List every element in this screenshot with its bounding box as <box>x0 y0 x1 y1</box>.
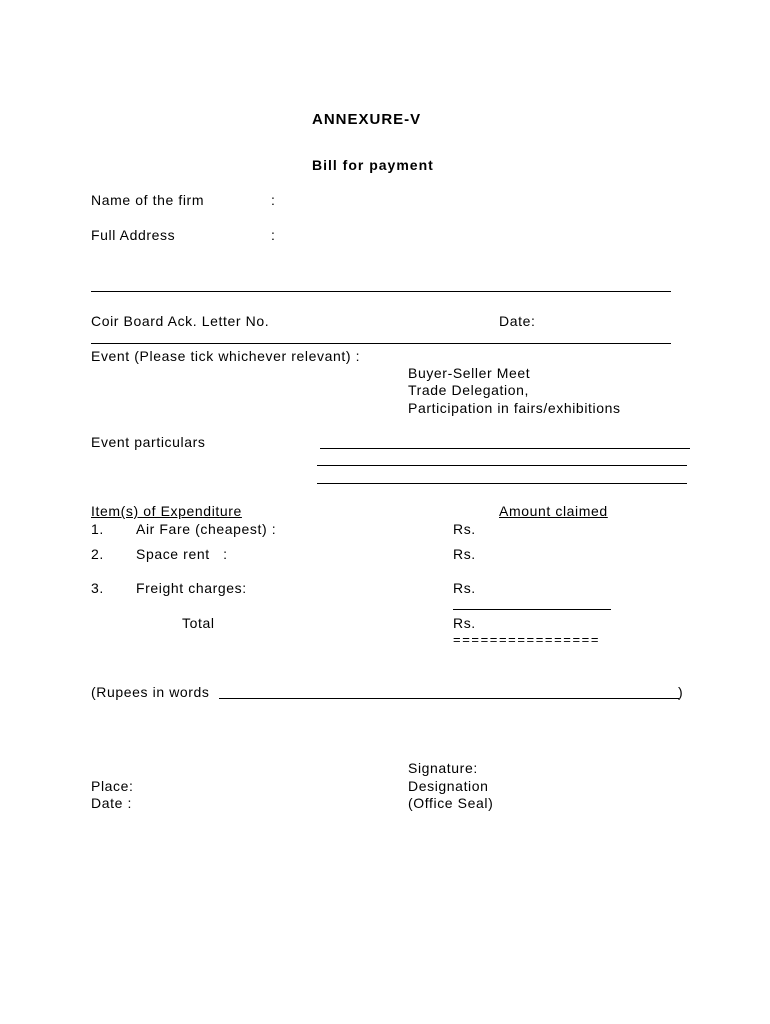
date-label: Date : <box>91 795 132 811</box>
address-underline <box>91 291 671 292</box>
event-option-trade-delegation: Trade Delegation, <box>408 382 529 398</box>
page-subtitle: Bill for payment <box>312 157 434 173</box>
event-option-fairs: Participation in fairs/exhibitions <box>408 400 621 416</box>
event-option-buyer-seller: Buyer-Seller Meet <box>408 365 531 381</box>
office-seal-label: (Office Seal) <box>408 795 494 811</box>
row-2-label: Space rent : <box>136 546 228 562</box>
rupees-in-words-line <box>219 698 679 699</box>
row-1-rs: Rs. <box>453 521 476 537</box>
row-1-number: 1. <box>91 521 104 537</box>
row-3-rs: Rs. <box>453 580 476 596</box>
full-address-label: Full Address <box>91 227 176 243</box>
firm-name-colon: : <box>271 192 276 208</box>
total-rs: Rs. <box>453 615 476 631</box>
event-label: Event (Please tick whichever relevant) : <box>91 348 361 364</box>
row-2-number: 2. <box>91 546 104 562</box>
event-particulars-line-2 <box>317 465 687 466</box>
event-particulars-line-3 <box>317 483 687 484</box>
event-particulars-line-1 <box>320 448 690 449</box>
ack-underline <box>91 343 671 344</box>
designation-label: Designation <box>408 778 489 794</box>
total-double-line: ================ <box>453 632 601 647</box>
event-particulars-label: Event particulars <box>91 434 206 450</box>
full-address-colon: : <box>271 227 276 243</box>
row-3-label: Freight charges: <box>136 580 247 596</box>
row-1-label: Air Fare (cheapest) : <box>136 521 277 537</box>
amount-claimed-header: Amount claimed <box>499 503 608 519</box>
rupees-in-words-label: (Rupees in words <box>91 684 210 700</box>
row-3-number: 3. <box>91 580 104 596</box>
total-label: Total <box>182 615 215 631</box>
ack-date-label: Date: <box>499 313 536 329</box>
place-label: Place: <box>91 778 134 794</box>
page-title: ANNEXURE-V <box>312 111 422 128</box>
subtotal-line <box>453 609 611 610</box>
rupees-in-words-close: ) <box>678 684 684 700</box>
row-2-rs: Rs. <box>453 546 476 562</box>
ack-letter-label: Coir Board Ack. Letter No. <box>91 313 270 329</box>
expenditure-header: Item(s) of Expenditure <box>91 503 242 519</box>
signature-label: Signature: <box>408 760 478 776</box>
firm-name-label: Name of the firm <box>91 192 205 208</box>
